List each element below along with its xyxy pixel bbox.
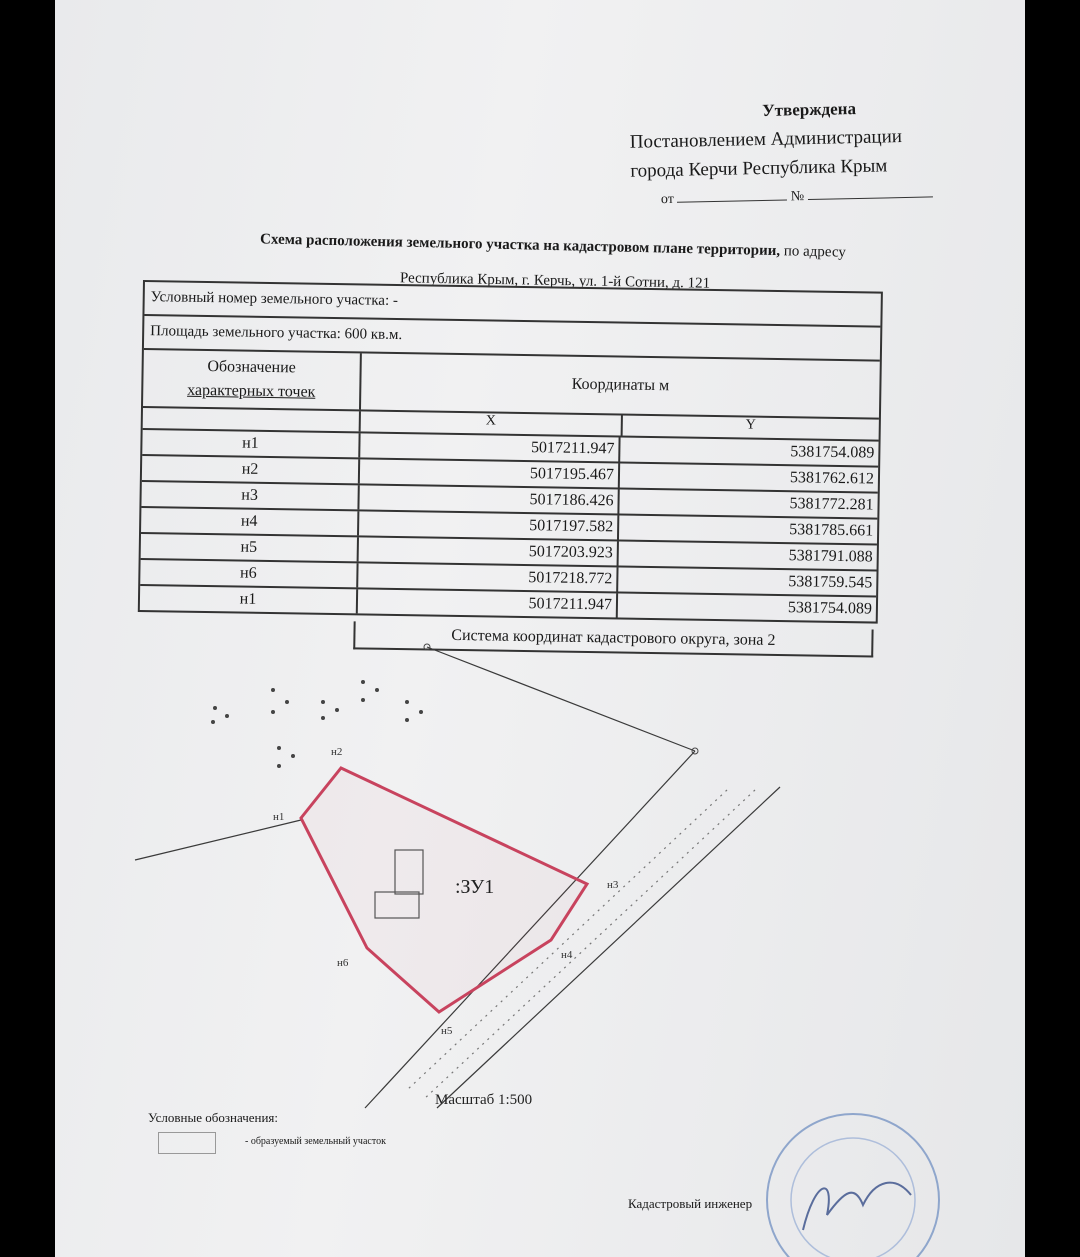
y-column-header: Y bbox=[745, 417, 756, 433]
coords-column-header: Координаты м bbox=[571, 375, 670, 395]
x-cell: 5017211.947 bbox=[360, 433, 620, 461]
vegetation-symbols bbox=[211, 680, 423, 768]
legend-title: Условные обозначения: bbox=[148, 1110, 279, 1125]
coordinate-system-row: Система координат кадастрового округа, зона 2 bbox=[353, 621, 873, 657]
x-cell: 5017211.947 bbox=[358, 589, 618, 617]
legend-item: - образуемый земельный участок bbox=[245, 1136, 386, 1147]
point-label: н3 bbox=[607, 879, 619, 891]
point-cell: н5 bbox=[141, 534, 359, 561]
point-cell: н1 bbox=[142, 430, 360, 457]
point-label: н1 bbox=[273, 811, 285, 823]
stamp-inner bbox=[791, 1138, 915, 1257]
y-cell: 5381754.089 bbox=[787, 599, 873, 618]
points-header-line-1: Обозначение bbox=[207, 358, 296, 377]
point-label: н4 bbox=[561, 949, 573, 961]
site-plan bbox=[55, 0, 1025, 1257]
y-cell: 5381762.612 bbox=[789, 469, 875, 488]
legend-swatch bbox=[158, 1132, 216, 1154]
parcel-label: :ЗУ1 bbox=[455, 876, 495, 898]
approval-line-2: города Керчи Республика Крым bbox=[630, 155, 888, 182]
conditional-number-row: Условный номер земельного участка: - bbox=[144, 282, 880, 328]
x-cell: 5017197.582 bbox=[359, 511, 619, 539]
x-cell: 5017195.467 bbox=[360, 459, 620, 487]
y-cell: 5381759.545 bbox=[788, 573, 873, 592]
title-main: Схема расположения земельного участка на кадастровом плане территории, bbox=[259, 231, 781, 260]
point-label: н5 bbox=[441, 1025, 453, 1037]
document-sheet bbox=[55, 0, 1025, 1257]
parcel-outline bbox=[301, 768, 587, 1012]
x-column-header: X bbox=[361, 411, 623, 435]
x-cell: 5017203.923 bbox=[359, 537, 619, 565]
point-cell: н6 bbox=[140, 560, 358, 587]
point-label: н2 bbox=[331, 746, 343, 758]
area-row: Площадь земельного участка: 600 кв.м. bbox=[144, 316, 880, 362]
point-cell: н3 bbox=[141, 482, 359, 509]
boundary-line bbox=[427, 647, 695, 751]
boundary-line bbox=[135, 820, 301, 860]
point-cell: н1 bbox=[140, 586, 358, 613]
point-label: н6 bbox=[337, 957, 349, 969]
x-cell: 5017218.772 bbox=[358, 563, 618, 591]
y-cell: 5381791.088 bbox=[788, 547, 873, 566]
point-cell: н2 bbox=[142, 456, 360, 483]
point-cell: н4 bbox=[141, 508, 359, 535]
points-header-line-2: характерных точек bbox=[187, 381, 316, 401]
approval-line-1: Постановлением Администрации bbox=[629, 126, 903, 153]
approval-from-label: от bbox=[660, 191, 675, 208]
x-cell: 5017186.426 bbox=[359, 485, 619, 513]
signature bbox=[803, 1183, 911, 1230]
approval-number-label: № bbox=[790, 189, 805, 205]
y-cell: 5381785.661 bbox=[789, 521, 874, 540]
approval-heading: Утверждена bbox=[762, 99, 857, 120]
document-address: Республика Крым, г. Керчь, ул. 1-й Сотни, д. 121 bbox=[399, 270, 711, 292]
engineer-label: Кадастровый инженер bbox=[628, 1196, 753, 1211]
scale-label: Масштаб 1:500 bbox=[435, 1092, 533, 1108]
y-cell: 5381772.281 bbox=[789, 495, 874, 514]
y-cell: 5381754.089 bbox=[790, 443, 875, 462]
title-suffix: по адресу bbox=[783, 243, 847, 261]
